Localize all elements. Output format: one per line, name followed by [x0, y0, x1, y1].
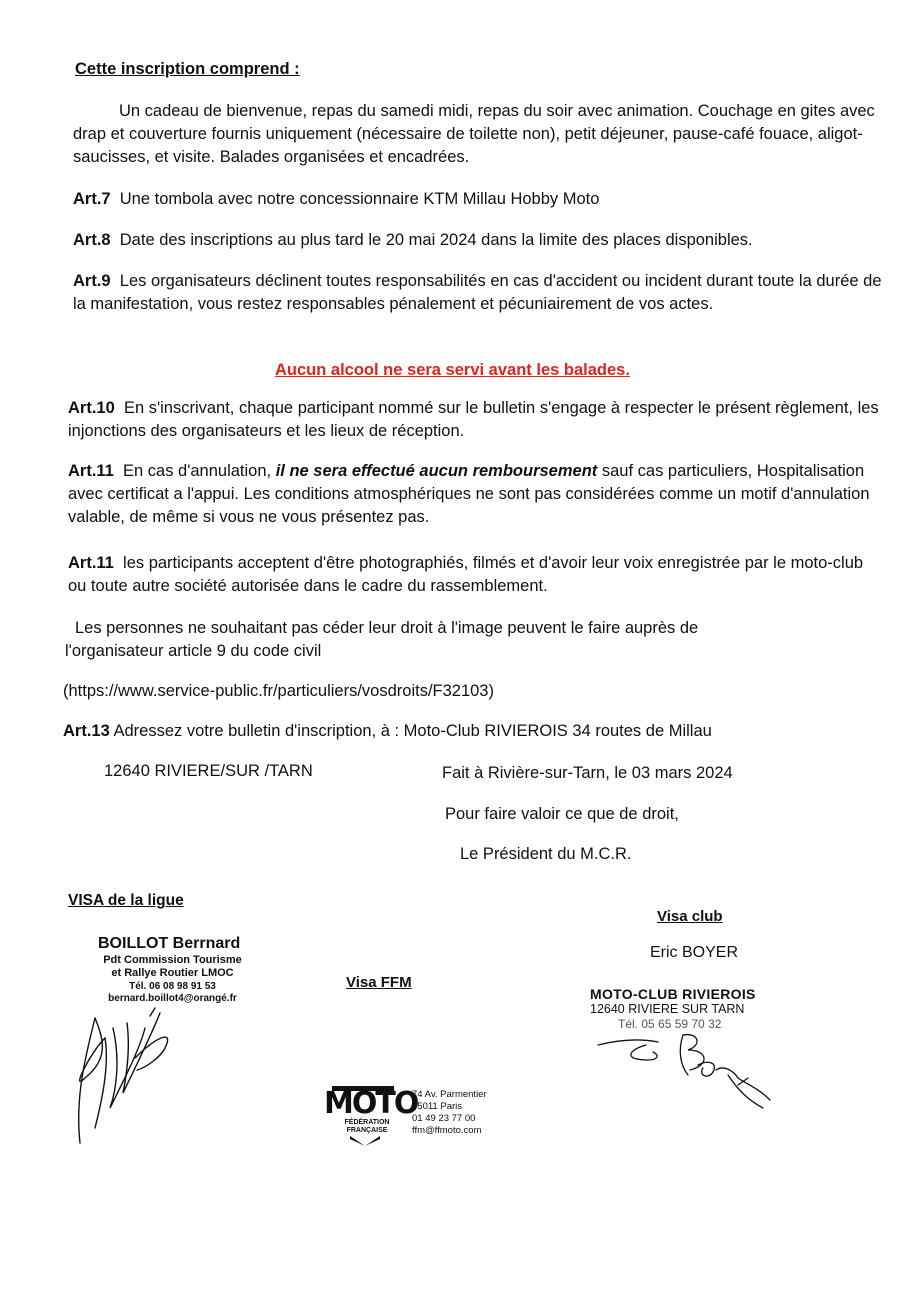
club-signature	[598, 1030, 778, 1120]
article-10	[68, 397, 883, 443]
president-line: Le Président du M.C.R.	[460, 845, 632, 863]
article-13	[63, 720, 712, 742]
article-10-label: Art.10	[68, 399, 115, 417]
legal-url: (https://www.service-public.fr/particuliers/vosdroits/F32103)	[63, 682, 494, 700]
club-stamp-line3: Tél. 05 65 59 70 32	[618, 1017, 722, 1031]
ligue-signature	[65, 998, 185, 1148]
article-7	[73, 188, 883, 210]
ffm-addr2: 75011 Paris	[412, 1101, 462, 1112]
article-11a-label: Art.11	[68, 462, 114, 480]
logo-chevron-icon	[350, 1136, 380, 1146]
image-rights-paragraph: Les personnes ne souhaitant pas céder leur droit à l'image peuvent le faire auprès de l'organisateur article 9 du code civil	[65, 619, 699, 660]
visa-ligue-email: bernard.boillot4@orangé.fr	[108, 993, 237, 1004]
article-11b-text: les participants acceptent d'être photographiés, filmés et d'avoir leur voix enregistrée par le moto-club ou toute autre société autorisée dans le cadre du rassemblement.	[68, 554, 864, 595]
intro-paragraph: Un cadeau de bienvenue, repas du samedi midi, repas du soir avec animation. Couchage en gites avec drap et couverture fournis uniquement (nécessaire de toilette non), petit déjeuner, pause-café fouace, aligot-saucisses, et visite. Balades organisées et encadrées.	[73, 102, 875, 166]
ffm-logo-sub2: FRANÇAISE	[346, 1127, 388, 1134]
visa-ligue-line2: et Rallye Routier LMOC	[111, 967, 234, 979]
article-11a-pre: En cas d'annulation,	[123, 462, 272, 480]
article-11-cancellation	[68, 460, 883, 529]
visa-ligue-title: VISA de la ligue	[68, 892, 184, 909]
article-8-label: Art.8	[73, 231, 111, 249]
article-11-image	[68, 552, 883, 598]
club-city-address: 12640 RIVIERE/SUR /TARN	[104, 762, 313, 780]
article-7-label: Art.7	[73, 190, 111, 208]
article-8	[73, 229, 883, 251]
article-9	[73, 270, 883, 316]
article-8-text: Date des inscriptions au plus tard le 20 mai 2024 dans la limite des places disponibles.	[119, 231, 753, 249]
article-11a-post: sauf cas particuliers, Hospitalisation avec certificat a l'appui. Les conditions atmosphériques ne sont pas considérées comme un motif d'annulation valable, de même si vous ne vous présentez pas.	[68, 462, 870, 526]
visa-ligue-phone: Tél. 06 08 98 91 53	[129, 981, 216, 992]
visa-ligue-name: BOILLOT Berrnard	[98, 935, 241, 952]
article-10-text: En s'inscrivant, chaque participant nommé sur le bulletin s'engage à respecter le présent règlement, les injonctions des organisateurs et les lieux de réception.	[68, 399, 879, 440]
alcohol-warning: Aucun alcool ne sera servi avant les balades.	[275, 361, 630, 379]
visa-club-name: Eric BOYER	[650, 944, 739, 961]
visa-ffm-title: Visa FFM	[346, 974, 412, 991]
ffm-addr1: 74 Av. Parmentier	[412, 1089, 487, 1100]
ffm-logo	[322, 1086, 418, 1146]
ffm-logo-word: MOTO	[324, 1086, 418, 1121]
article-13-label: Art.13	[63, 722, 110, 740]
no-refund-emphasis: il ne sera effectué aucun remboursement	[275, 462, 598, 480]
club-stamp-line1: MOTO-CLUB RIVIEROIS	[590, 986, 756, 1002]
article-7-text: Une tombola avec notre concessionnaire KTM Millau Hobby Moto	[119, 190, 600, 208]
visa-club-title: Visa club	[657, 908, 723, 925]
section-title: Cette inscription comprend :	[75, 60, 300, 78]
article-9-label: Art.9	[73, 272, 111, 290]
ffm-email: ffm@ffmoto.com	[412, 1125, 482, 1136]
article-13-text: Adressez votre bulletin d'inscription, à : Moto-Club RIVIEROIS 34 routes de Millau	[113, 722, 712, 740]
ffm-phone: 01 49 23 77 00	[412, 1113, 476, 1124]
article-11b-label: Art.11	[68, 554, 114, 572]
article-9-text: Les organisateurs déclinent toutes responsabilités en cas d'accident ou incident durant toute la durée de la manifestation, vous restez responsables pénalement et pécuniairement de vos actes.	[73, 272, 882, 313]
ffm-logo-sub1: FÉDÉRATION	[344, 1119, 390, 1126]
valoir-line: Pour faire valoir ce que de droit,	[445, 805, 679, 823]
visa-ligue-line1: Pdt Commission Tourisme	[103, 954, 242, 966]
club-stamp-line2: 12640 RIVIERE SUR TARN	[590, 1002, 745, 1016]
place-date: Fait à Rivière-sur-Tarn, le 03 mars 2024	[442, 764, 733, 782]
